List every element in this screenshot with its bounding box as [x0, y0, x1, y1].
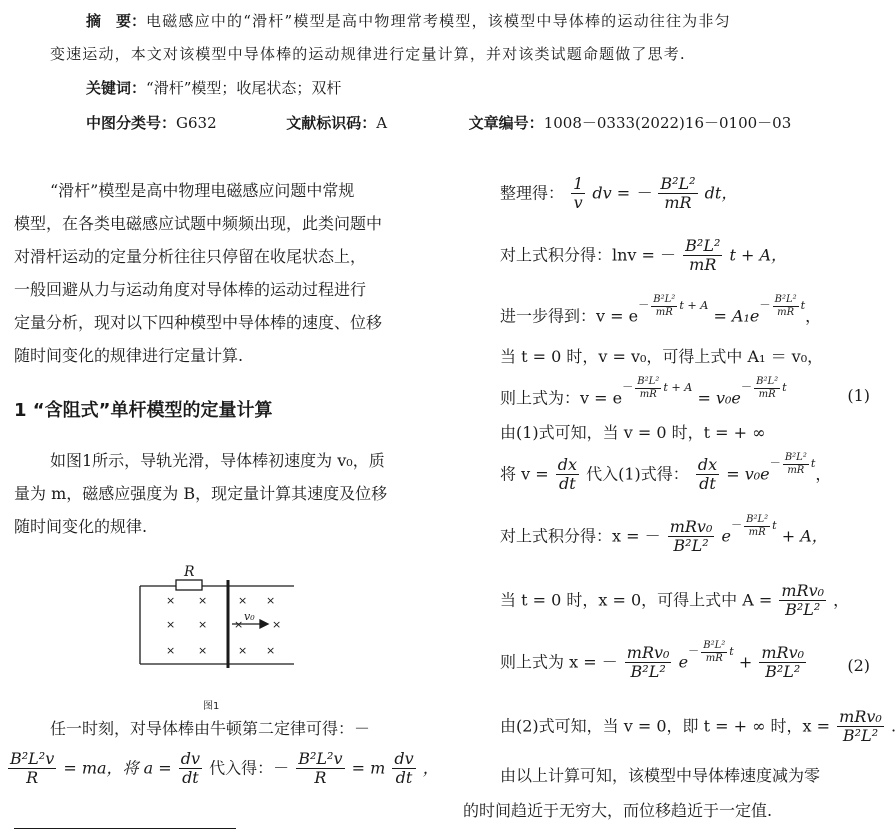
keywords-label: 关键词	[86, 79, 132, 97]
cross: ×	[198, 618, 208, 631]
cross: ×	[166, 618, 176, 631]
equation-newton: $\frac{\text{B²L²v}}{R}$ = ma，将 a = $\frac{dv}{dt}$ 代入得：－ $\frac{\text{B²L²v}}{R}$ = m $\frac{dv}{dt}$ ，	[10, 749, 439, 788]
eq-r6: 由(1)式可知，当 v = 0 时，t = + ∞	[500, 423, 766, 442]
intro-line-6: 随时间变化的规律进行定量计算.	[14, 346, 244, 365]
clc-label: 中图分类号	[86, 114, 162, 132]
abstract-line-2	[50, 38, 686, 71]
resistor-box	[176, 580, 202, 590]
eq-r7: 将 v = $\frac{dx}{dt}$ 代入(1)式得： $\frac{dx}{dt}$ = $v_0e^{- \frac{\text{B²L²}}{mR} t}$，	[500, 452, 832, 494]
eq-r10: 则上式为 x = － $\frac{\text{mRv₀}}{\text{B²L²}}$ $e^{- \frac{\text{B²L²}}{mR} t}$ + $\frac{\text{mRv₀}}{\text{B²L²}}$ (2)	[500, 640, 870, 682]
abstract-line-1: 摘 要：电磁感应中的“滑杆”模型是高中物理常考模型，该模型中导体棒的运动往往为非匀	[86, 12, 731, 30]
cross: ×	[238, 594, 248, 607]
meta-line: 中图分类号：G632 文献标识码：A 文章编号：1008－0333(2022)16－0100－03	[86, 114, 792, 132]
cross: ×	[238, 644, 248, 657]
doc-code-value: A	[376, 114, 388, 132]
cross: ×	[198, 594, 208, 607]
eq-r4: 当 t = 0 时，v = v₀，可得上式中 A₁ ＝ v₀，	[500, 347, 824, 366]
eq-r2: 对上式积分得：lnv = － $\frac{\text{B²L²}}{mR}$ t + A，	[500, 236, 788, 275]
eq-r9: 当 t = 0 时，x = 0，可得上式中 A = $\frac{\text{mRv₀}}{\text{B²L²}}$ ，	[500, 581, 850, 620]
cross: ×	[266, 644, 276, 657]
intro-line-1: “滑杆”模型是高中物理电磁感应问题中常规	[50, 181, 355, 200]
abstract-label: 摘 要	[86, 12, 132, 30]
eq-r3: 进一步得到：$v = e^{- \frac{\text{B²L²}}{mR} t + A} = A_1e^{- \frac{\text{B²L²}}{mR} t}$，	[500, 294, 822, 326]
eq-r5: 则上式为：$v = e^{- \frac{\text{B²L²}}{mR} t + A} = v_0e^{- \frac{\text{B²L²}}{mR} t}$ (1)	[500, 376, 870, 408]
para2-line-1: 如图1所示，导轨光滑，导体棒初速度为 v₀，质	[50, 451, 385, 470]
doc-code-label: 文献标识码	[286, 114, 362, 132]
cross: ×	[266, 594, 276, 607]
velocity-label: v₀	[244, 610, 255, 623]
clc-value: G632	[176, 114, 217, 132]
intro-line-5: 定量分析，现对以下四种模型中导体棒的速度、位移	[14, 313, 383, 332]
conclusion-line-2: 的时间趋近于无穷大，而位移趋近于一定值.	[463, 801, 773, 820]
figure-1-diagram	[128, 560, 308, 670]
figure-1-caption: 图1	[203, 701, 220, 712]
cross: ×	[166, 594, 176, 607]
para2-line-2: 量为 m，磁感应强度为 B，现定量计算其速度及位移	[14, 484, 388, 503]
keywords-line: 关键词：“滑杆”模型；收尾状态；双杆	[86, 79, 342, 97]
abstract-text-2: 变速运动，本文对该模型中导体棒的运动规律进行定量计算，并对该类试题命题做了思考.	[50, 45, 686, 63]
cross: ×	[234, 618, 244, 631]
intro-line-4: 一般回避从力与运动角度对导体棒的运动过程进行	[14, 280, 367, 299]
eq-r1: 整理得： $\frac{1}{v}$ dv = － $\frac{\text{B²L²}}{mR}$ dt，	[500, 174, 738, 213]
para3-line: 任一时刻，对导体棒由牛顿第二定律可得：－	[50, 719, 371, 738]
footnote-rule	[14, 828, 236, 829]
resistor-label: R	[184, 564, 195, 580]
cross: ×	[272, 618, 282, 631]
intro-line-2: 模型，在各类电磁感应试题中频频出现，此类问题中	[14, 214, 383, 233]
para2-line-3: 随时间变化的规律.	[14, 517, 148, 536]
article-no-value: 1008－0333(2022)16－0100－03	[543, 114, 792, 132]
eq-r8: 对上式积分得：x = － $\frac{\text{mRv₀}}{\text{B²L²}}$ $e^{- \frac{\text{B²L²}}{mR} t} + A$，	[500, 514, 828, 556]
equation-number-2: (2)	[847, 656, 870, 675]
velocity-arrow-head	[260, 620, 268, 628]
cross: ×	[198, 644, 208, 657]
article-no-label: 文章编号	[468, 114, 529, 132]
keywords-text: “滑杆”模型；收尾状态；双杆	[146, 79, 342, 97]
intro-line-3: 对滑杆运动的定量分析往往只停留在收尾状态上，	[14, 247, 367, 266]
cross: ×	[166, 644, 176, 657]
eq-r11: 由(2)式可知，当 v = 0，即 t = + ∞ 时，x = $\frac{\text{mRv₀}}{\text{B²L²}}$ .	[500, 707, 896, 746]
equation-number-1: (1)	[847, 386, 870, 405]
conclusion-line-1: 由以上计算可知，该模型中导体棒速度减为零	[500, 766, 821, 785]
abstract-text-1: 电磁感应中的“滑杆”模型是高中物理常考模型，该模型中导体棒的运动往往为非匀	[146, 12, 731, 30]
section-heading: 1 “含阻式”单杆模型的定量计算	[14, 400, 273, 421]
